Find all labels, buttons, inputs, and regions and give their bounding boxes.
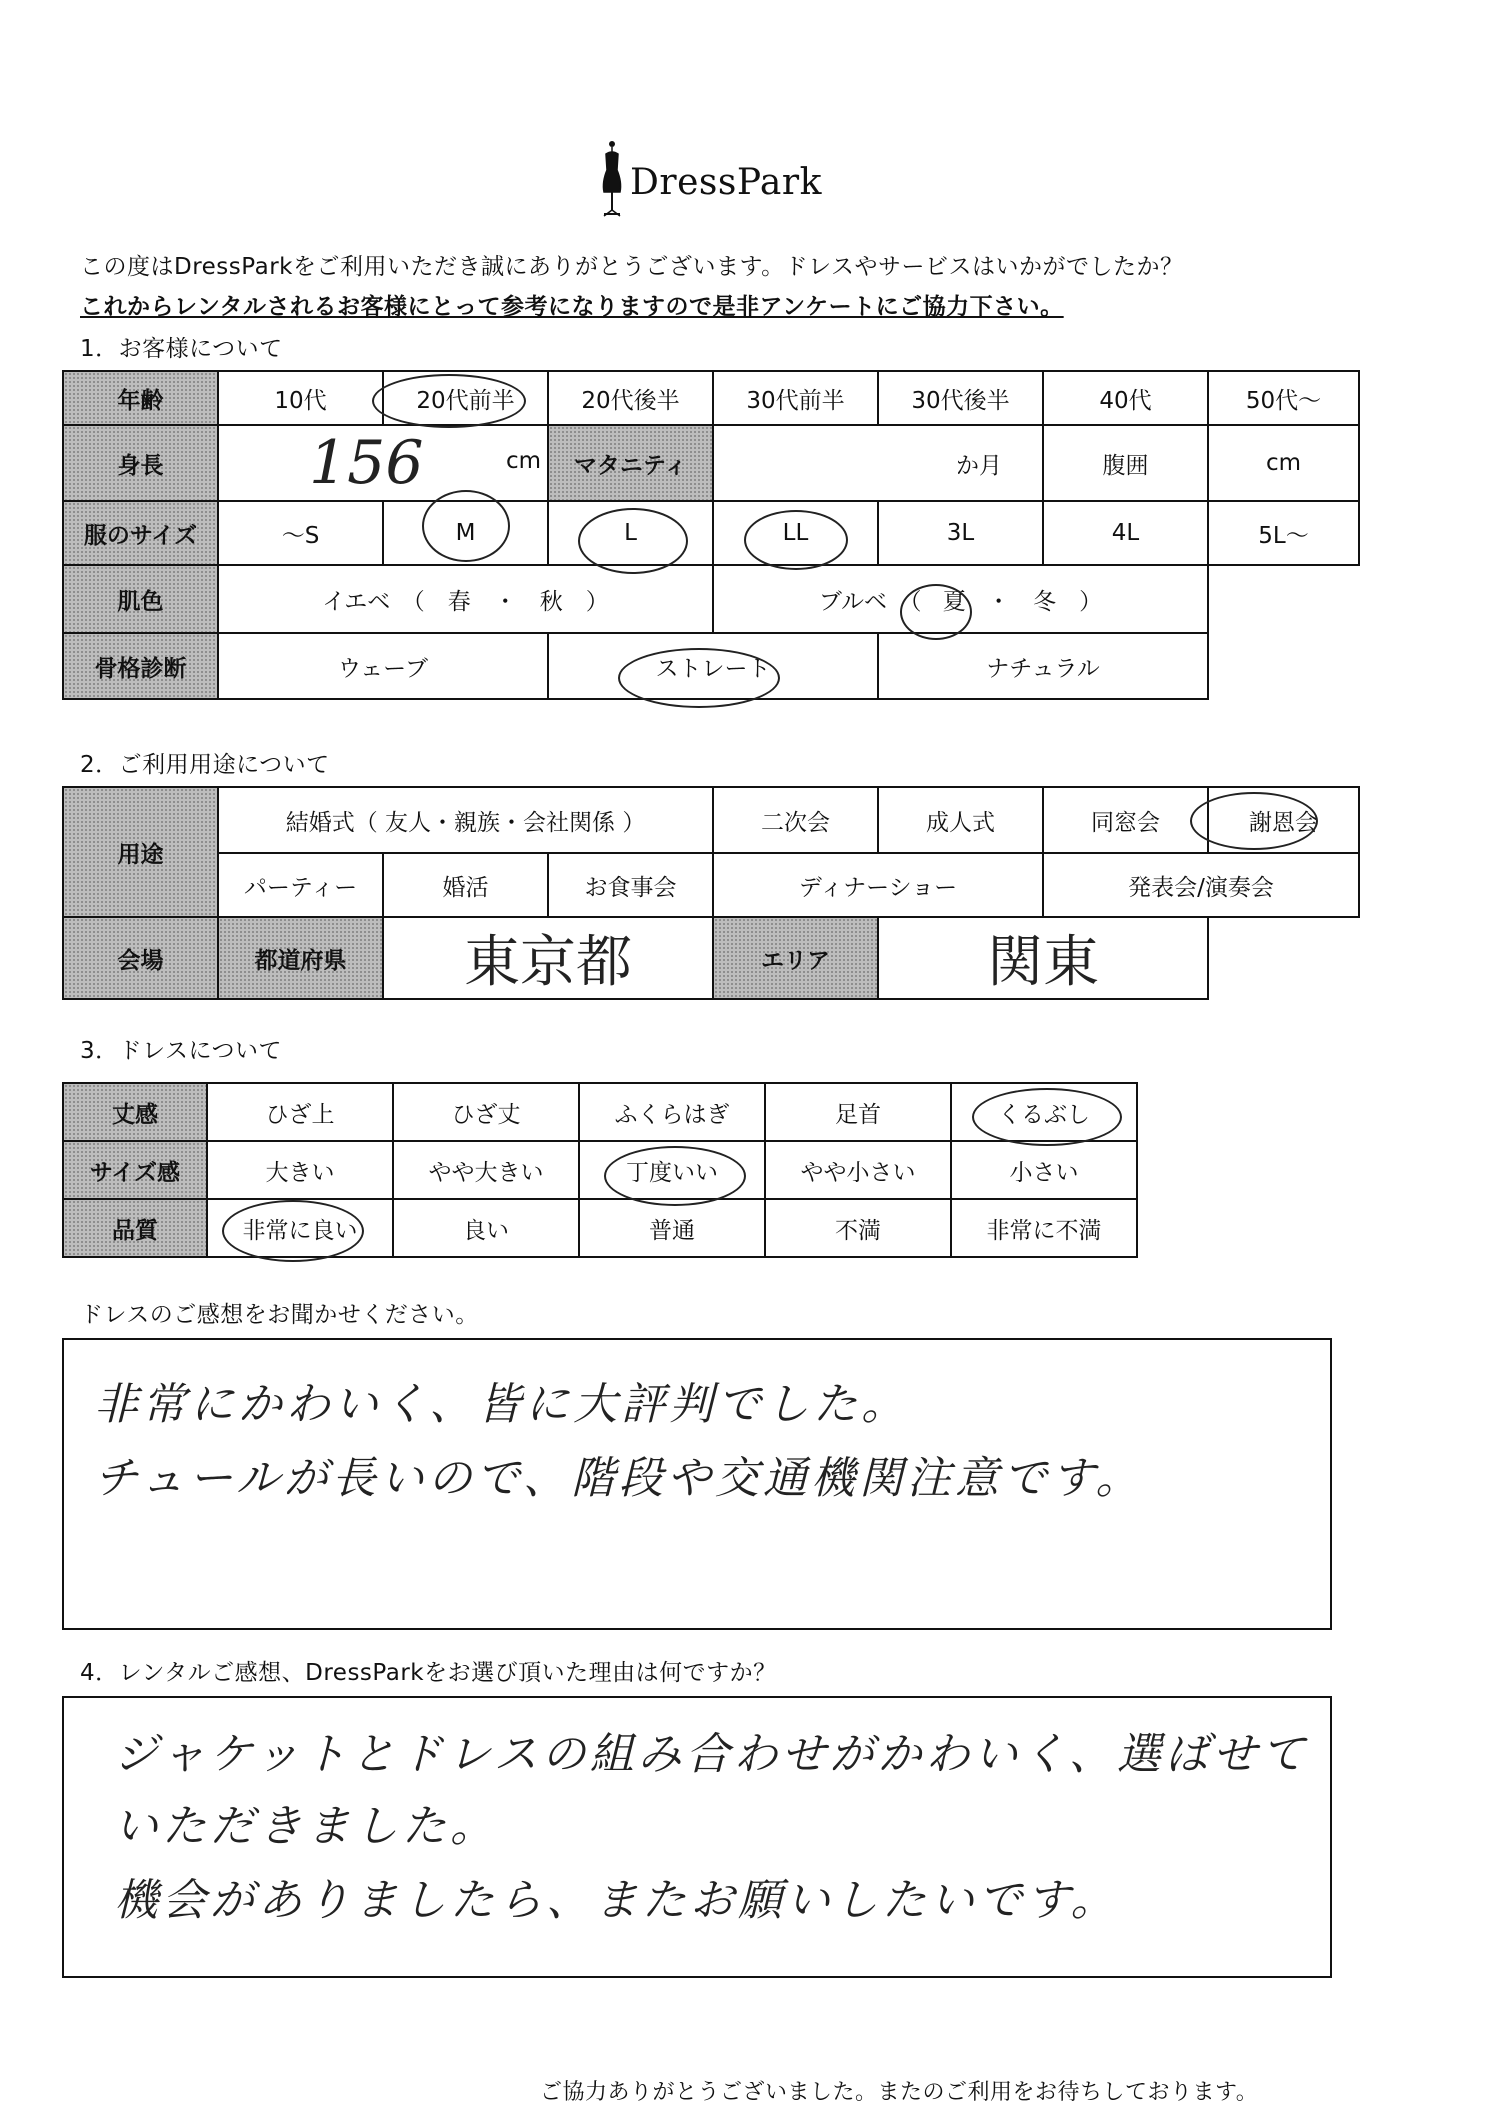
age-option[interactable]: 40代	[1043, 371, 1208, 425]
age-label: 年齢	[63, 371, 218, 425]
length-option-selected[interactable]: くるぶし	[951, 1083, 1137, 1141]
size-option-selected[interactable]: M	[383, 501, 548, 565]
usage-option[interactable]: 発表会/演奏会	[1043, 853, 1359, 917]
usage-option[interactable]: パーティー	[218, 853, 383, 917]
age-row	[63, 371, 1359, 425]
length-option[interactable]: ひざ上	[207, 1083, 393, 1141]
length-row	[63, 1083, 1137, 1141]
skin-blue-prefix: ブルベ （	[818, 588, 922, 615]
age-option[interactable]: 10代	[218, 371, 383, 425]
length-option[interactable]: 足首	[765, 1083, 951, 1141]
height-row	[63, 425, 1359, 501]
skin-label: 肌色	[63, 565, 218, 633]
reason-comment-line: 機会がありましたら、またお願いしたいです。	[114, 1875, 1119, 1926]
months-unit: か月	[956, 452, 1002, 479]
quality-option-selected[interactable]: 非常に良い	[207, 1199, 393, 1257]
section3-title: 3．ドレスについて	[80, 1038, 282, 1064]
usage-label: 用途	[63, 787, 218, 917]
usage-option[interactable]: ディナーショー	[713, 853, 1043, 917]
empty-cell	[1208, 565, 1359, 633]
frame-option[interactable]: ナチュラル	[878, 633, 1208, 699]
usage-option[interactable]: 結婚式（ 友人・親族・会社関係 ）	[218, 787, 713, 853]
fit-option-selected[interactable]: 丁度いい	[579, 1141, 765, 1199]
height-field[interactable]	[218, 425, 548, 501]
reason-comment-line: いただきました。	[114, 1801, 498, 1852]
quality-label: 品質	[63, 1199, 207, 1257]
quality-option[interactable]: 不満	[765, 1199, 951, 1257]
venue-label: 会場	[63, 917, 218, 999]
fit-option[interactable]: 小さい	[951, 1141, 1137, 1199]
size-label: 服のサイズ	[63, 501, 218, 565]
fit-row	[63, 1141, 1137, 1199]
size-option-selected[interactable]: LL	[713, 501, 878, 565]
empty-cell	[1208, 633, 1359, 699]
usage-row-1	[63, 787, 1359, 853]
section2-title: 2．ご利用用途について	[80, 752, 330, 778]
quality-option[interactable]: 良い	[393, 1199, 579, 1257]
venue-row	[63, 917, 1359, 999]
height-label: 身長	[63, 425, 218, 501]
reason-comment-line: ジャケットとドレスの組み合わせがかわいく、選ばせて	[114, 1729, 1309, 1780]
fit-option[interactable]: 大きい	[207, 1141, 393, 1199]
reason-comment-box[interactable]	[62, 1696, 1332, 1978]
length-option[interactable]: ふくらはぎ	[579, 1083, 765, 1141]
age-option[interactable]: 30代後半	[878, 371, 1043, 425]
section1-title: 1．お客様について	[80, 336, 283, 362]
usage-option-selected[interactable]: 謝恩会	[1208, 787, 1359, 853]
intro-request: これからレンタルされるお客様にとって参考になりますので是非アンケートにご協力下さい。	[80, 294, 1064, 320]
size-option[interactable]: 4L	[1043, 501, 1208, 565]
waist-label: 腹囲	[1043, 425, 1208, 501]
size-option[interactable]: ～S	[218, 501, 383, 565]
skin-blue-option[interactable]	[713, 565, 1208, 633]
maternity-months-field[interactable]	[713, 425, 1043, 501]
age-option[interactable]: 20代後半	[548, 371, 713, 425]
size-option[interactable]: 3L	[878, 501, 1043, 565]
maternity-label: マタニティ	[548, 425, 713, 501]
section4-title: 4．レンタルご感想、DressParkをお選び頂いた理由は何ですか？	[80, 1660, 777, 1686]
prefecture-value[interactable]: 東京都	[383, 917, 713, 999]
usage-option[interactable]: 同窓会	[1043, 787, 1208, 853]
length-option[interactable]: ひざ丈	[393, 1083, 579, 1141]
dress-comment-line: 非常にかわいく、皆に大評判でした。	[94, 1379, 910, 1430]
usage-option[interactable]: 婚活	[383, 853, 548, 917]
size-option-selected[interactable]: L	[548, 501, 713, 565]
skin-blue-summer: 夏	[942, 588, 966, 615]
fit-option[interactable]: やや大きい	[393, 1141, 579, 1199]
size-row	[63, 501, 1359, 565]
frame-label: 骨格診断	[63, 633, 218, 699]
frame-option[interactable]: ウェーブ	[218, 633, 548, 699]
intro-text: この度はDressParkをご利用いただき誠にありがとうございます。ドレスやサービスはいかがでしたか？	[80, 254, 1184, 280]
area-label: エリア	[713, 917, 878, 999]
quality-option[interactable]: 普通	[579, 1199, 765, 1257]
prefecture-label: 都道府県	[218, 917, 383, 999]
dress-comment-box[interactable]	[62, 1338, 1332, 1630]
skin-yellow-option[interactable]: イエベ （ 春 ・ 秋 ）	[218, 565, 713, 633]
quality-option[interactable]: 非常に不満	[951, 1199, 1137, 1257]
empty-cell	[1208, 917, 1359, 999]
height-unit: cm	[505, 448, 541, 474]
area-value[interactable]: 関東	[878, 917, 1208, 999]
waist-unit: cm	[1265, 450, 1302, 476]
skin-blue-suffix: ・ 冬 ）	[987, 588, 1103, 615]
size-option[interactable]: 5L～	[1208, 501, 1359, 565]
age-option[interactable]: 50代～	[1208, 371, 1359, 425]
length-label: 丈感	[63, 1083, 207, 1141]
frame-option-selected[interactable]: ストレート	[548, 633, 878, 699]
quality-row	[63, 1199, 1137, 1257]
brand-logo	[590, 140, 850, 220]
age-option[interactable]: 30代前半	[713, 371, 878, 425]
dress-form-icon	[598, 140, 626, 220]
dress-table	[62, 1082, 1138, 1258]
usage-table	[62, 786, 1360, 1000]
usage-row-2	[63, 853, 1359, 917]
usage-option[interactable]: お食事会	[548, 853, 713, 917]
footer-thanks: ご協力ありがとうございました。またのご利用をお待ちしております。	[540, 2080, 1259, 2105]
height-value: 156	[309, 428, 424, 498]
age-option-selected[interactable]: 20代前半	[383, 371, 548, 425]
fit-option[interactable]: やや小さい	[765, 1141, 951, 1199]
dress-comment-prompt: ドレスのご感想をお聞かせください。	[80, 1302, 479, 1328]
dress-comment-line: チュールが長いので、階段や交通機関注意です。	[94, 1453, 1144, 1504]
fit-label: サイズ感	[63, 1141, 207, 1199]
usage-option[interactable]: 二次会	[713, 787, 878, 853]
waist-field[interactable]	[1208, 425, 1359, 501]
usage-option[interactable]: 成人式	[878, 787, 1043, 853]
customer-table	[62, 370, 1360, 700]
brand-name: DressPark	[630, 162, 822, 203]
skin-row	[63, 565, 1359, 633]
frame-row	[63, 633, 1359, 699]
